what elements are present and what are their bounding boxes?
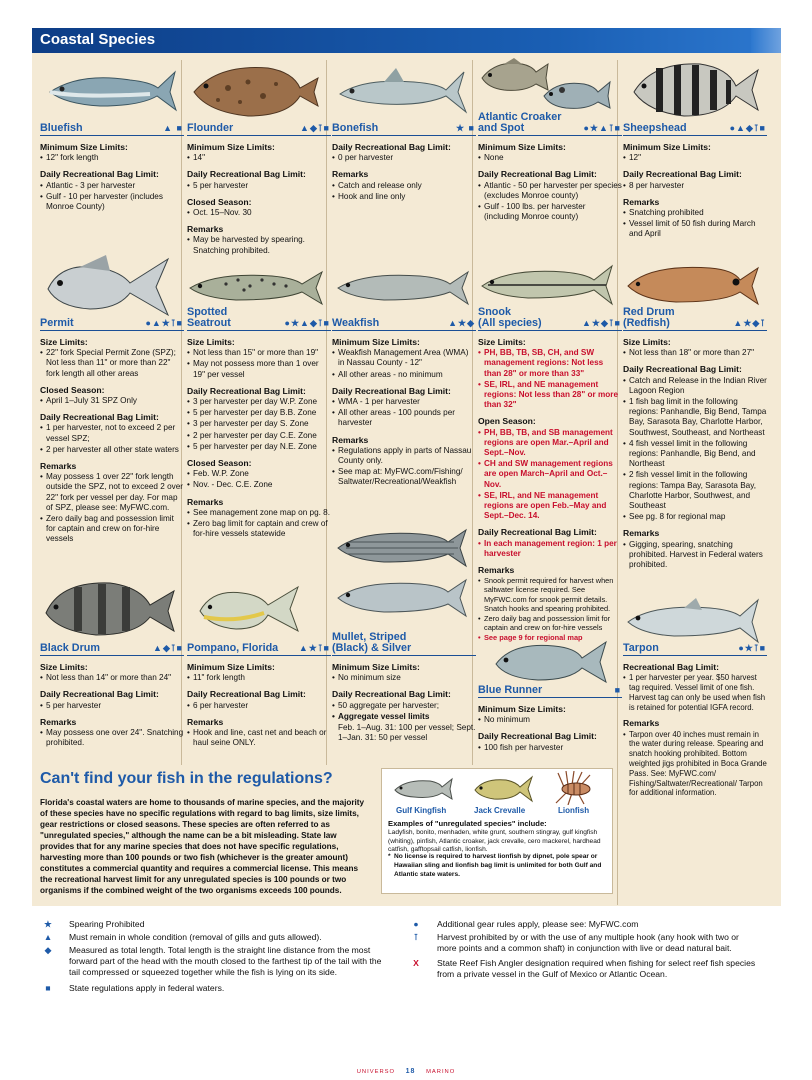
section-heading: Minimum Size Limits: (623, 142, 711, 152)
rule-item: • Catch and Release in the Indian River Lagoon Region (623, 376, 767, 396)
legend-text: Must remain in whole condition (removal of gills and guts allowed). (69, 932, 322, 942)
rule-item: • 8 per harvester (623, 181, 767, 191)
rule-symbols: ▲★◆⊺ (733, 317, 766, 328)
section-heading: Remarks (332, 434, 369, 445)
page-footer (0, 1068, 812, 1075)
rule-item: • 3 per harvester per day S. Zone (187, 419, 331, 429)
banner (32, 28, 781, 53)
section-heading: Daily Recreational Bag Limit: (187, 169, 306, 180)
section-heading: Daily Recreational Bag Limit: (187, 385, 306, 396)
section-heading: Remarks (40, 716, 77, 727)
rule-item: • 22" fork Special Permit Zone (SPZ); Not less than 11" or more than 22" fork length all other areas (40, 348, 184, 379)
section-heading: Size Limits: (478, 337, 526, 347)
rule-item: • 12" (623, 153, 767, 163)
star-icon: ★ (44, 919, 52, 929)
vessel-limit-detail: Feb. 1–Aug. 31: 100 per vessel; Sept. 1–Jan. 31: 50 per vessel (338, 723, 476, 743)
section-heading: Recreational Bag Limit: (623, 662, 719, 672)
card-permit (40, 305, 184, 546)
species-name: Blue Runner (478, 684, 543, 696)
legend-text: State Reef Fish Angler designation required when fishing for select reef fish species from a private vessel in the Gulf of Mexico or Atlantic Ocean. (437, 958, 756, 979)
rule-item: • 0 per harvester (332, 153, 476, 163)
legend-text: Measured as total length. Total length is the straight line distance from the most forward part of the head with the mouth closed to the farthest tip of the tail with the tail compressed or squeezed together while the fish is lying on its side. (69, 945, 382, 977)
rule-item: • 12" fork length (40, 153, 184, 163)
card-header (623, 305, 767, 331)
section-heading: Minimum Size Limits: (187, 142, 275, 152)
examples-heading: Examples of "unregulated species" include: (388, 819, 547, 828)
section-heading: Remarks (187, 496, 224, 507)
card-header (623, 630, 767, 656)
section-heading: Size Limits: (40, 337, 88, 347)
species-name: Atlantic Croaker and Spot (478, 111, 562, 134)
section-heading: Daily Recreational Bag Limit: (478, 169, 597, 180)
x-icon: X (413, 958, 419, 968)
banner-fade (751, 28, 781, 53)
card-red-drum (623, 305, 767, 571)
section-heading: Minimum Size Limits: (478, 704, 566, 714)
card-snook (478, 305, 622, 644)
section-heading: Minimum Size Limits: (40, 142, 128, 152)
card-header (332, 305, 476, 331)
section-heading: Closed Season: (187, 196, 252, 207)
section-heading: Remarks (478, 565, 515, 576)
species-name: Tarpon (623, 642, 659, 654)
lionfish-note-text: No license is required to harvest lionfish by dipnet, pole spear or Hawaiian sling and lionfish bag limit is unlimited for both Gulf and Atlantic state waters. (394, 853, 602, 878)
rule-item: • Gulf - 100 lbs. per harvester (including Monroe county) (478, 202, 622, 222)
section-heading: Size Limits: (187, 337, 235, 347)
rule-item: • Atlantic - 3 per harvester (40, 181, 184, 191)
footer-left: UNIVERSO (356, 1069, 396, 1075)
rule-item: • In each management region: 1 per harvester (478, 539, 622, 559)
species-name: Black Drum (40, 642, 101, 654)
section-heading: Remarks (187, 716, 224, 727)
species-name: Pompano, Florida (187, 642, 279, 654)
rule-item: • Vessel limit of 50 fish during March and April (623, 219, 767, 239)
section-heading: Minimum Size Limits: (332, 337, 420, 347)
example-label: Lionfish (558, 806, 590, 815)
square-icon: ■ (45, 983, 51, 993)
card-blue-runner (478, 674, 622, 754)
card-header (332, 630, 476, 656)
rule-item: • May be harvested by spearing. Snatching prohibited. (187, 235, 331, 255)
rule-symbols: ▲ ■ (163, 122, 183, 133)
rule-item: • Oct. 15–Nov. 30 (187, 208, 331, 218)
rule-item: • Not less than 15" or more than 19" (187, 348, 331, 358)
unregulated-species-section (40, 770, 365, 896)
section-heading: Daily Recreational Bag Limit: (623, 364, 742, 375)
rule-item: • Not less than 18" or more than 27" (623, 348, 767, 358)
card-header (332, 110, 476, 136)
section-heading: Daily Recreational Bag Limit: (623, 169, 742, 180)
species-name: Bluefish (40, 122, 83, 134)
spot-illustration (540, 76, 612, 114)
section-heading: Minimum Size Limits: (332, 662, 420, 672)
card-bluefish (40, 110, 184, 213)
rule-symbols: ■ (614, 684, 621, 695)
rule-item: • Atlantic - 50 per harvester per species (excludes Monroe county) (478, 181, 622, 201)
rule-symbols: ▲◆⊺■ (300, 122, 330, 133)
multiple-hook-icon: ⊺ (413, 932, 419, 942)
card-header (40, 110, 184, 136)
rule-item: • 5 per harvester (40, 701, 184, 711)
lionfish-note (388, 853, 610, 879)
rule-item: • 2 per harvester all other state waters (40, 445, 184, 455)
rule-item: • Snatching prohibited (623, 208, 767, 218)
rule-item: • Tarpon over 40 inches must remain in the water during release. Spearing and snatch hooking prohibited. Bottom weighted jigs prohibited in Boca Grande Pass. See: MyFWC.com/ Fishing/Saltwater/Recreational/ Tarpon for additional information. (623, 730, 767, 799)
section-heading: Remarks (40, 461, 77, 472)
rule-item: • None (478, 153, 622, 163)
rule-item: • Snook permit required for harvest when saltwater license required. See MyFWC.com for snook permit details. Snatch hooks and spearing prohibited. (478, 576, 622, 613)
section-heading: Remarks (623, 528, 660, 539)
rule-item: • April 1–July 31 SPZ Only (40, 396, 184, 406)
section-heading: Size Limits: (623, 337, 671, 347)
rule-item: • May not possess more than 1 over 19" per vessel (187, 359, 331, 379)
card-spotted-seatrout (187, 305, 331, 540)
rule-item: • All other areas - no minimum (332, 370, 476, 380)
species-name: Mullet, Striped (Black) & Silver (332, 631, 412, 654)
section-heading: Daily Recreational Bag Limit: (187, 689, 306, 700)
section-heading: Remarks (623, 718, 660, 729)
pompano-illustration (194, 583, 304, 635)
banner-title: Coastal Species (40, 31, 156, 48)
card-sheepshead (623, 110, 767, 241)
rule-item: • 5 per harvester (187, 181, 331, 191)
species-name: Flounder (187, 122, 234, 134)
section-heading: Remarks (332, 169, 369, 180)
legend-text: State regulations apply in federal waters. (69, 983, 225, 993)
rule-item: • Weakfish Management Area (WMA) in Nassau County - 12" (332, 348, 476, 368)
section-heading: Closed Season: (40, 384, 105, 395)
section-heading: Daily Recreational Bag Limit: (478, 527, 597, 538)
rule-item: • 5 per harvester per day N.E. Zone (187, 442, 331, 452)
rule-item: • Feb. W.P. Zone (187, 469, 331, 479)
rule-item: • WMA - 1 per harvester (332, 397, 476, 407)
striped-mullet-illustration (334, 522, 469, 570)
rule-item: • 11" fork length (187, 673, 331, 683)
circle-icon: ● (413, 919, 419, 929)
rule-symbols: ●★⊺■ (738, 642, 766, 653)
section-heading: Remarks (623, 196, 660, 207)
rule-item: • Catch and release only (332, 181, 476, 191)
rule-symbols: ★ ■ (455, 122, 475, 133)
section-heading: Daily Recreational Bag Limit: (332, 689, 451, 700)
species-name: Sheepshead (623, 122, 687, 134)
rule-item: • All other areas - 100 pounds per harvester (332, 408, 476, 428)
legend-text: Spearing Prohibited (69, 919, 145, 929)
unregulated-examples-box (381, 768, 613, 894)
legend-text: Additional gear rules apply, please see: MyFWC.com (437, 919, 639, 929)
asterisk-icon: * (388, 853, 391, 860)
rule-item: • See page 9 for regional map (478, 633, 622, 642)
section-heading: Daily Recreational Bag Limit: (332, 142, 451, 152)
rule-item: • Hook and line only (332, 192, 476, 202)
rule-symbols: ▲★⊺■ (298, 642, 330, 653)
species-name: Weakfish (332, 317, 380, 329)
diamond-icon: ◆ (44, 945, 52, 955)
section-heading: Remarks (187, 224, 224, 235)
rule-item: • No minimum size (332, 673, 476, 683)
rule-item: • 3 per harvester per day W.P. Zone (187, 397, 331, 407)
rule-item: • PH, BB, TB, SB, CH, and SW management regions: Not less than 28" or more than 33" (478, 348, 622, 379)
rule-item: • 14" (187, 153, 331, 163)
species-name: Red Drum (Redfish) (623, 306, 675, 329)
example-label: Gulf Kingfish (396, 806, 447, 815)
example-label: Jack Crevalle (474, 806, 526, 815)
card-header (478, 110, 622, 136)
rule-item: • 1 fish bag limit in the following regions: Panhandle, Big Bend, Tampa Bay, Sarasota Bay, Charlotte Harbor, Southwest, Southeast, and Northeast (623, 397, 767, 438)
rule-item: • See map at: MyFWC.com/Fishing/ Saltwater/Recreational/Weakfish (332, 467, 476, 487)
jack-crevalle-illustration (472, 775, 534, 803)
rule-item: • 2 per harvester per day C.E. Zone (187, 431, 331, 441)
species-name: Permit (40, 317, 74, 329)
rule-item: • PH, BB, TB, and SB management regions are open Mar.–April and Sept.–Nov. (478, 428, 622, 459)
section-heading: Daily Recreational Bag Limit: (332, 385, 451, 396)
rule-item: • Gulf - 10 per harvester (includes Monroe County) (40, 192, 184, 212)
rule-item: • 50 aggregate per harvester; (332, 701, 476, 711)
rule-item: • 5 per harvester per day B.B. Zone (187, 408, 331, 418)
rule-item: • Zero bag limit for captain and crew of for-hire vessels statewide (187, 519, 331, 539)
gulf-kingfish-illustration (392, 775, 454, 803)
section-heading: Minimum Size Limits: (187, 662, 275, 672)
cant-find-body: Florida's coastal waters are home to thousands of marine species, and the majority of these species have no specific regulations with regard to bag limits, size limits, gear restrictions or closed seasons. These species are often referred to as "unregulated species," although the name can be a bit misleading. State law provides that for any marine species that does not have specific regulations, harvesting more than 100 pounds or two fish (whichever is the greater amount) constitutes a commercial quantity and requires a commercial license. This means the recreational harvest limit for any unregulated species is 100 pounds or two organisms if the combined weight of the two organisms exceeds 100 pounds. (40, 798, 365, 895)
card-bonefish (332, 110, 476, 203)
rule-item: • Zero daily bag and possession limit for captain and crew on for-hire vessels (478, 614, 622, 632)
species-name: Spotted Seatrout (187, 306, 231, 329)
rule-item: • Nov. - Dec. C.E. Zone (187, 480, 331, 490)
card-flounder (187, 110, 331, 257)
footer-right: MARINO (426, 1069, 456, 1075)
card-header (478, 305, 622, 331)
section-heading: Daily Recreational Bag Limit: (40, 169, 159, 180)
legend-text: Harvest prohibited by or with the use of any multiple hook (any hook with two or more points and a common shaft) in conjunction with live or dead natural bait. (437, 932, 739, 953)
section-heading: Daily Recreational Bag Limit: (478, 731, 597, 742)
card-atlantic-croaker-spot (478, 110, 622, 223)
rule-item: • May possess 1 over 22" fork length outside the SPZ, not to exceed 2 over 22" fork per vessel per day. For map of SPZ, please see: MyFWC.com. (40, 472, 184, 513)
card-header (478, 674, 622, 698)
rule-item: • Regulations apply in parts of Nassau County only. (332, 446, 476, 466)
card-header (623, 110, 767, 136)
rule-item: • 2 fish vessel limit in the following regions: Tampa Bay, Sarasota Bay, Charlotte Harbor, Southwest, and Southeast (623, 470, 767, 511)
spotted-seatrout-illustration (186, 264, 326, 308)
lionfish-illustration (554, 771, 598, 805)
card-pompano (187, 630, 331, 749)
card-black-drum (40, 630, 184, 749)
weakfish-illustration (334, 262, 472, 308)
rule-item: • Hook and line, cast net and beach or haul seine ONLY. (187, 728, 331, 748)
rule-item: • 4 fish vessel limit in the following regions: Panhandle, Big Bend, and Northeast (623, 439, 767, 470)
rule-symbols: ●▲◆⊺■ (729, 122, 766, 133)
rule-item: • Zero daily bag and possession limit for captain and crew on for-hire vessels (40, 514, 184, 545)
rule-symbols: ●★▲◆⊺■ (284, 317, 330, 328)
rule-item: • CH and SW management regions are open March–April and Oct.–Nov. (478, 459, 622, 490)
rule-symbols: ▲◆⊺■ (153, 642, 183, 653)
section-heading: Daily Recreational Bag Limit: (40, 689, 159, 700)
red-drum-illustration (624, 256, 762, 308)
rule-symbols: ●▲★⊺■ (145, 317, 183, 328)
rule-item: • 100 fish per harvester (478, 743, 622, 753)
rule-symbols: ●★▲⊺■ (583, 122, 621, 133)
card-header (187, 305, 331, 331)
rule-item: • See pg. 8 for regional map (623, 512, 767, 522)
rule-symbols: ▲★◆⊺■ (581, 317, 621, 328)
card-header (40, 305, 184, 331)
cant-find-heading: Can't find your fish in the regulations? (40, 770, 333, 787)
section-heading: Closed Season: (187, 458, 252, 469)
species-name: Snook (All species) (478, 306, 542, 329)
rule-symbols: ▲★◆ (448, 317, 475, 328)
examples-list: Ladyfish, bonito, menhaden, white grunt, southern stingray, gulf kingfish (whiting), pinfish, Atlantic croaker, jack crevalle, cero mackerel, hardhead catfish, gafftopsail catfish, lionfish. (388, 829, 601, 854)
card-mullet (332, 630, 476, 743)
card-weakfish (332, 305, 476, 489)
silver-mullet-illustration (334, 572, 469, 620)
rule-item: • 1 per harvester, not to exceed 2 per vessel SPZ; (40, 423, 184, 443)
card-header (187, 110, 331, 136)
section-heading: Daily Recreational Bag Limit: (40, 412, 159, 423)
rule-item: • 1 per harvester per year. $50 harvest tag required. Vessel limit of one fish. Harvest tag can only be used when fish is retained for potential IGFA record. (623, 673, 767, 712)
section-heading: Minimum Size Limits: (478, 142, 566, 152)
rule-item: • No minimum (478, 715, 622, 725)
page-number: 18 (405, 1068, 416, 1075)
rule-item: • See management zone map on pg. 8. (187, 508, 331, 518)
snook-illustration (478, 258, 616, 306)
triangle-icon: ▲ (43, 932, 53, 942)
rule-item: • SE, IRL, and NE management regions are open Feb.–May and Sept.–Dec. 14. (478, 491, 622, 522)
rule-item: • Aggregate vessel limits (332, 712, 476, 722)
rule-item: • Gigging, spearing, snatching prohibited. Harvest in Federal waters prohibited. (623, 540, 767, 571)
rule-item: • 6 per harvester (187, 701, 331, 711)
card-tarpon (623, 630, 767, 799)
section-heading: Open Season: (478, 416, 536, 427)
species-name: Bonefish (332, 122, 379, 134)
section-heading: Size Limits: (40, 662, 88, 672)
rule-item: • SE, IRL, and NE management regions: Not less than 28" or more than 32" (478, 380, 622, 411)
card-header (40, 630, 184, 656)
rule-item: • Not less than 14" or more than 24" (40, 673, 184, 683)
rule-item: • May possess one over 24". Snatching prohibited. (40, 728, 184, 748)
card-header (187, 630, 331, 656)
